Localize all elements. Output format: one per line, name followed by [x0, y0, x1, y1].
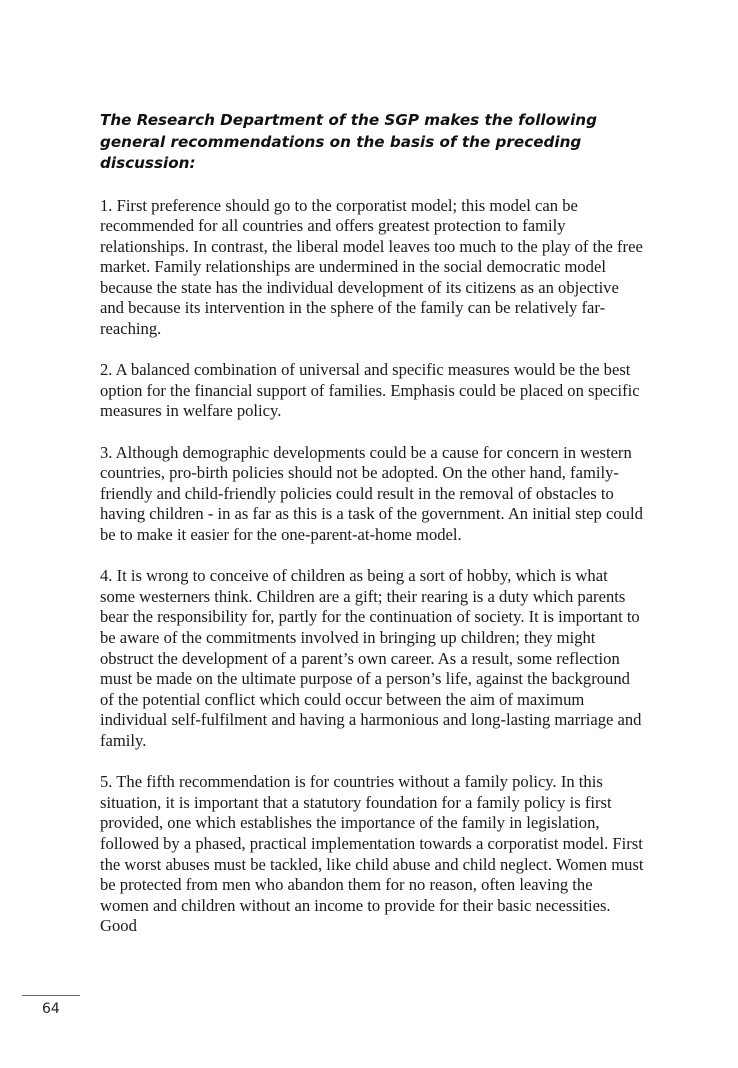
page-number: 64 — [42, 1001, 60, 1017]
page-content — [100, 110, 645, 937]
section-heading: The Research Department of the SGP makes the following general recommendations on the basis of the preceding discussion: — [100, 111, 597, 172]
recommendation-2-paragraph: 2. A balanced combination of universal and specific measures would be the best option for the financial support of families. Emphasis could be placed on specific measures in welfare policy. — [100, 360, 640, 421]
footer-rule — [22, 995, 80, 996]
recommendation-5-paragraph: 5. The fifth recommendation is for countries without a family policy. In this situation, it is important that a statutory foundation for a family policy is first provided, one which establishes the importance of the family in legislation, followed by a phased, practical implementation towards a corporatist model. First the worst abuses must be tackled, like child abuse and child neglect. Women must be protected from men who abandon them for no reason, often leaving the women and children without an income to provide for their basic necessities. Good — [100, 772, 644, 936]
recommendation-3-paragraph: 3. Although demographic developments could be a cause for concern in western countries, pro-birth policies should not be adopted. On the other hand, family-friendly and child-friendly policies could result in the removal of obstacles to having children - in as far as this is a task of the government. An initial step could be to make it easier for the one-parent-at-home model. — [100, 442, 643, 544]
recommendation-4-paragraph: 4. It is wrong to conceive of children as being a sort of hobby, which is what some westerners think. Children are a gift; their rearing is a duty which parents bear the responsibility for, partly for the continuation of society. It is important to be aware of the commitments involved in bringing up children; they might obstruct the development of a parent’s own career. As a result, some reflection must be made on the ultimate purpose of a person’s life, against the background of the potential conflict which could occur between the aim of maximum individual self-fulfilment and having a harmonious and long-lasting marriage and family. — [100, 566, 642, 750]
recommendation-1-paragraph: 1. First preference should go to the corporatist model; this model can be recommended for all countries and offers greatest protection to family relationships. In contrast, the liberal model leaves too much to the play of the free market. Family relationships are undermined in the social democratic model because the state has the individual development of its citizens as an objective and because its intervention in the sphere of the family can be relatively far-reaching. — [100, 195, 643, 339]
